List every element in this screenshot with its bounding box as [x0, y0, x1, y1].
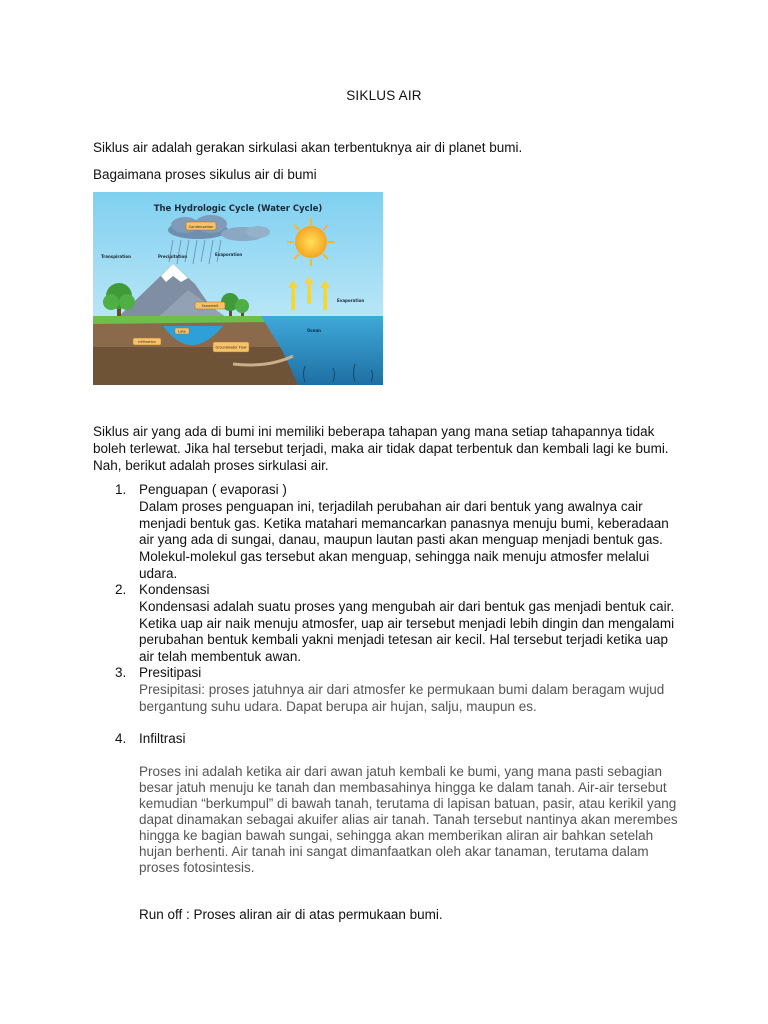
item-number: 3.: [115, 665, 127, 680]
precipitation-label: Precipitation: [158, 254, 188, 259]
transpiration-label: Transpiration: [101, 254, 131, 259]
infiltration-label: Infiltration: [138, 340, 156, 344]
item-body: Dalam proses penguapan ini, terjadilah perubahan air dari bentuk yang awalnya cair menjadi bentuk gas. Ketika matahari memancarkan panasnya menuju bumi, keberadaan air yang ada di sungai, danau, maupun lautan pasti akan menguap menjadi bentuk gas. Molekul-molekul gas tersebut akan menguap, sehingga naik menuju atmosfer melalui udara.: [139, 498, 669, 581]
ocean-label: Ocean: [307, 328, 322, 333]
item-heading: Infiltrasi: [139, 731, 186, 746]
runoff-paragraph: Run off : Proses aliran air di atas permukaan bumi.: [139, 907, 443, 922]
item-body: Presipitasi: proses jatuhnya air dari atmosfer ke permukaan bumi dalam beragam wujud bergantung suhu udara. Dapat berupa air hujan, salju, maupun es.: [139, 682, 665, 714]
figure-title: The Hydrologic Cycle (Water Cycle): [153, 204, 323, 214]
intro-paragraph: Siklus air adalah gerakan sirkulasi akan terbentuknya air di planet bumi.: [93, 140, 523, 155]
evaporation-label: Evaporation: [215, 252, 243, 257]
item-heading: Kondensasi: [139, 582, 210, 597]
evaporation-label-2: Evaporation: [337, 298, 365, 303]
question-paragraph: Bagaimana proses sikulus air di bumi: [93, 167, 317, 182]
item-number: 4.: [115, 731, 127, 746]
hydrologic-cycle-figure: [93, 192, 383, 385]
item-number: 2.: [115, 582, 127, 597]
item-heading: Penguapan ( evaporasi ): [139, 482, 287, 497]
item-body: Kondensasi adalah suatu proses yang mengubah air dari bentuk gas menjadi bentuk cair. Ketika uap air naik menuju atmosfer, uap air tersebut menjadi lebih dingin dan mengalami perubahan bentuk kembali yakni menjadi tetesan air kecil. Hal tersebut terjadi ketika uap air telah membentuk awan.: [139, 598, 675, 665]
snowmelt-label: Snowmelt: [201, 304, 219, 308]
condensation-label: Condensation: [188, 225, 214, 229]
main-paragraph: Siklus air yang ada di bumi ini memiliki beberapa tahapan yang mana setiap tahapannya tidak boleh terlewat. Jika hal tersebut terjadi, maka air tidak dapat terbentuk dan kembali lagi ke bumi. Nah, berikut adalah proses sirkulasi air.: [93, 424, 669, 473]
item-heading: Presitipasi: [139, 665, 202, 680]
document-title: SIKLUS AIR: [346, 88, 422, 103]
rock-layer: [93, 347, 303, 385]
lake-label: Lake: [178, 329, 186, 334]
groundwater-label: Groundwater Flow: [215, 345, 247, 350]
item-body: Proses ini adalah ketika air dari awan jatuh kembali ke bumi, yang mana pasti sebagian besar jatuh menuju ke tanah dan membasahinya hingga ke dalam tanah. Air-air tersebut kemudian “berkumpul” di bawah tanah, terutama di lapisan batuan, pasir, atau kerikil yang dapat dinamakan sebagai akuifer alias air tanah. Tanah tersebut nantinya akan merembes hingga ke bagian bawah sungai, sehingga akan memberikan aliran air bahkan setelah hujan berhenti. Air tanah ini sangat dimanfaatkan oleh akar tanaman, terutama dalam proses fotosintesis.: [139, 764, 678, 875]
item-number: 1.: [115, 482, 127, 497]
